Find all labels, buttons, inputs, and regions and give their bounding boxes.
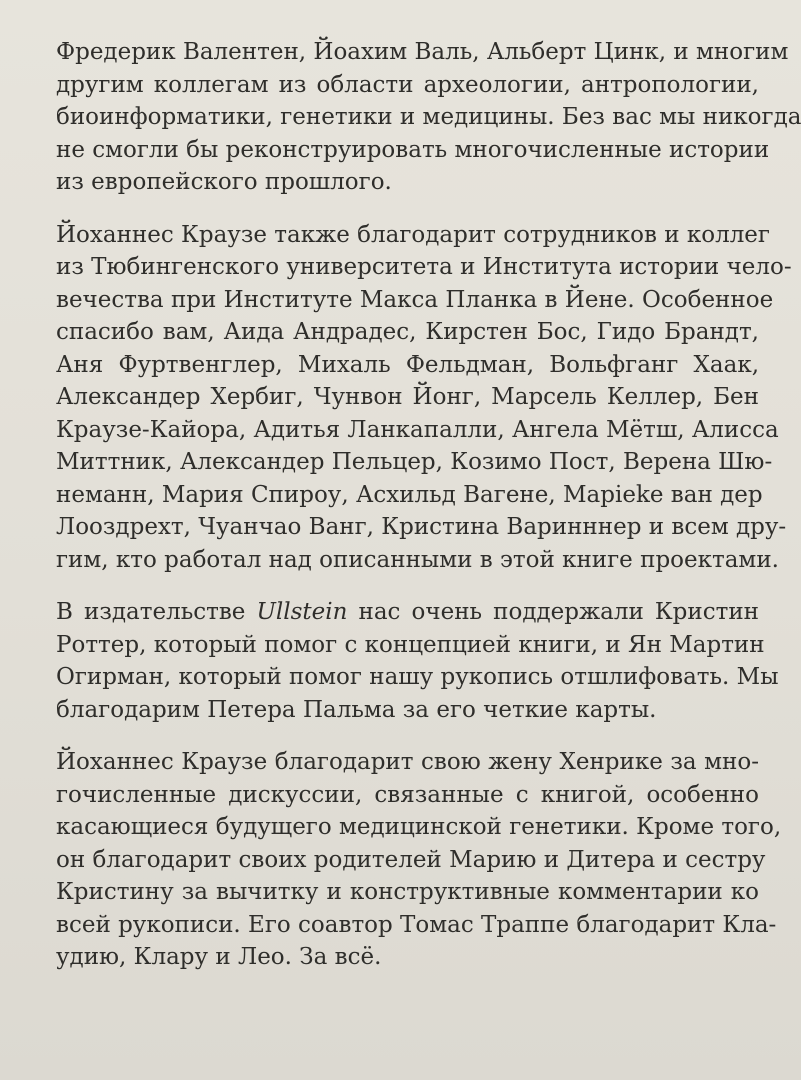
text-line: Лоoздрехт, Чуанчао Ванг, Кристина Варинннер и всем дру- [56,514,787,540]
text-line: неманн, Мария Спироу, Асхильд Вагене, Марieke ван дер [56,481,763,508]
text-line: не смогли бы реконструировать многочисленные истории [56,136,770,163]
text-line: вечества при Институте Макса Планка в Йене. Особенное [56,286,774,313]
text-line: Огирман, который помог нашу рукопись отшлифовать. Мы [56,664,779,690]
text-line: Аня Фуртвенглер, Михаль Фельдман, Вольфганг Хаак, [56,351,759,378]
text-line: гим, кто работал над описанными в этой книге проектами. [56,546,779,573]
text-line: Кристину за вычитку и конструктивные комментарии ко [56,879,759,905]
text-line: биоинформатики, генетики и медицины. Без вас мы никогда [56,104,801,130]
text-line: из Тюбингенского университета и Института истории чело- [56,254,792,280]
text-line: из европейского прошлого. [56,169,392,195]
text-line [56,596,759,629]
text-fragment: В издательстве [56,599,257,625]
text-line: Роттер, который помог с концепцией книги, и Ян Мартин [56,631,765,658]
text-line: Йоханнес Краузе также благодарит сотрудников и коллег [56,221,770,248]
paragraph-thanks-colleagues [56,36,801,199]
text-line: спасибо вам, Аида Андрадес, Кирстен Бос, Гидо Брандт, [56,319,759,345]
text-line: Краузе-Кайора, Адитья Ланкапалли, Ангела Мётш, Алисса [56,416,779,443]
text-line: гочисленные дискуссии, связанные с книгой, особенно [56,781,759,808]
text-line: всей рукописи. Его соавтор Томас Траппе благодарит Кла- [56,911,777,938]
text-fragment: нас очень поддержали Кристин [347,599,759,625]
text-line: Фредерик Валентен, Йоахим Валь, Альберт Цинк, и многим [56,39,789,65]
text-line: удию, Клару и Лео. За всё. [56,944,382,970]
publisher-name: Ullstein [256,599,348,625]
paragraph-thanks-institute [56,219,792,577]
paragraph-thanks-family [56,746,782,974]
text-line: Александер Хербиг, Чунвон Йонг, Марсель Келлер, Бен [56,384,759,410]
paragraph-thanks-publisher [56,596,779,726]
text-line: другим коллегам из области археологии, антропологии, [56,71,759,98]
text-line: он благодарит своих родителей Марию и Дитера и сестру [56,846,766,873]
text-line: касающиеся будущего медицинской генетики. Кроме того, [56,814,782,840]
text-line: Йоханнес Краузе благодарит свою жену Хенрике за мно- [56,749,759,775]
text-line: Миттник, Александер Пельцер, Козимо Пост, Верена Шю- [56,449,773,475]
text-line: благодарим Петера Пальма за его четкие карты. [56,696,657,723]
